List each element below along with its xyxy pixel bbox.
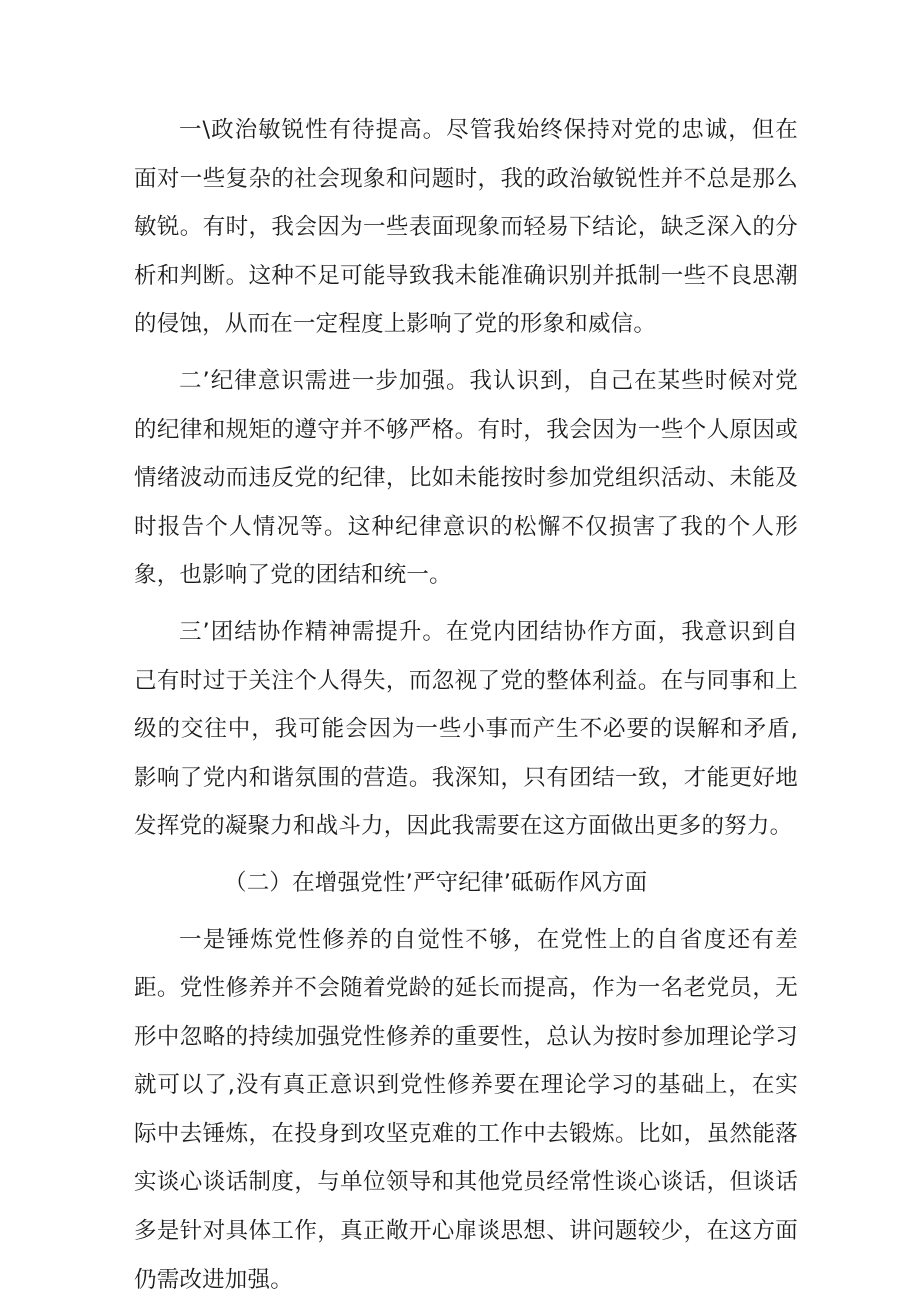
paragraph-discipline-awareness: 二’纪律意识需进一步加强。我认识到，自己在某些时候对党的纪律和规矩的遵守并不够严格。有时，我会因为一些个人原因或情绪波动而违反党的纪律，比如未能按时参加党组织活动、未能及时报告个人情况等。这种纪律意识的松懈不仅损害了我的个人形象，也影响了党的团结和统一。: [134, 357, 798, 600]
document-body: [134, 106, 798, 1304]
paragraph-political-sensitivity: 一\政治敏锐性有待提高。尽管我始终保持对党的忠诚，但在面对一些复杂的社会现象和问题时，我的政治敏锐性并不总是那么敏锐。有时，我会因为一些表面现象而轻易下结论，缺乏深入的分析和判断。这种不足可能导致我未能准确识别并抵制一些不良思潮的侵蚀，从而在一定程度上影响了党的形象和威信。: [134, 106, 798, 349]
paragraph-teamwork-spirit: 三’团结协作精神需提升。在党内团结协作方面，我意识到自己有时过于关注个人得失，而忽视了党的整体利益。在与同事和上级的交往中，我可能会因为一些小事而产生不必要的误解和矛盾,影响了党内和谐氛围的营造。我深知，只有团结一致，才能更好地发挥党的凝聚力和战斗力，因此我需要在这方面做出更多的努力。: [134, 608, 798, 851]
section-heading: （二）在增强党性’严守纪律’砥砺作风方面: [134, 859, 798, 908]
paragraph-party-spirit-cultivation: 一是锤炼党性修养的自觉性不够，在党性上的自省度还有差距。党性修养并不会随着党龄的延长而提高，作为一名老党员，无形中忽略的持续加强党性修养的重要性，总认为按时参加理论学习就可以了,没有真正意识到党性修养要在理论学习的基础上，在实际中去锤炼，在投身到攻坚克难的工作中去锻炼。比如，虽然能落实谈心谈话制度，与单位领导和其他党员经常性谈心谈话，但谈话多是针对具体工作，真正敞开心扉谈思想、讲问题较少，在这方面仍需改进加强。: [134, 916, 798, 1304]
